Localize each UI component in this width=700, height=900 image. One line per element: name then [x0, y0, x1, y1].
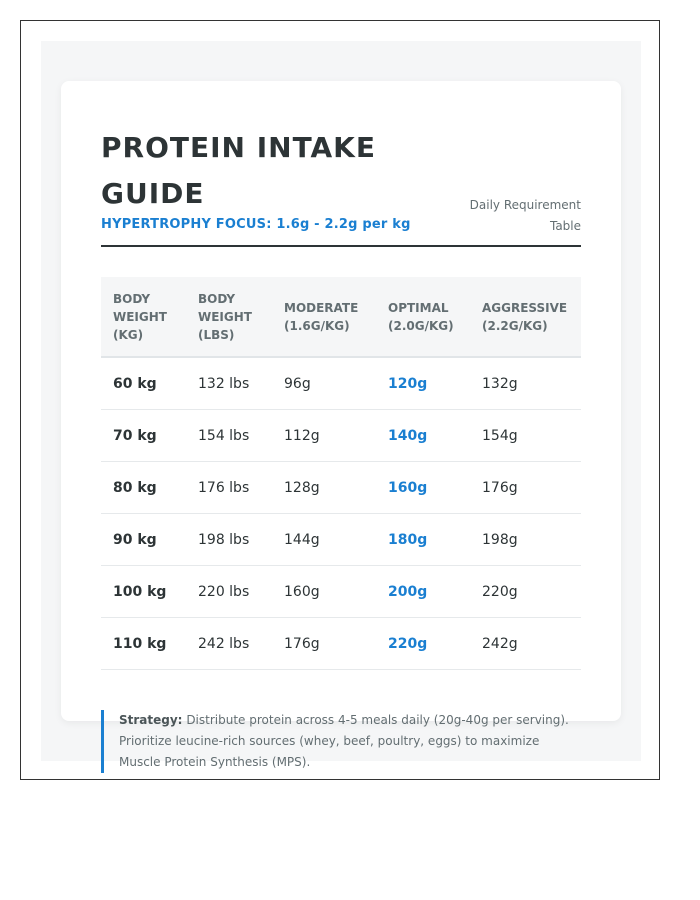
- document-frame: [20, 20, 660, 780]
- table-row: [101, 462, 581, 514]
- cell-optimal: 120g: [376, 357, 470, 410]
- column-header-optimal: OPTIMAL (2.0G/KG): [376, 277, 470, 357]
- table-row: [101, 357, 581, 410]
- strategy-text: Distribute protein across 4-5 meals daily (20g-40g per serving). Prioritize leucine-rich sources (whey, beef, poultry, eggs) to maximize Muscle Protein Synthesis (MPS).: [119, 713, 569, 769]
- cell-aggressive: 176g: [470, 462, 581, 514]
- table-row: [101, 566, 581, 618]
- cell-aggressive: 242g: [470, 618, 581, 670]
- protein-table: [101, 277, 581, 670]
- cell-optimal: 160g: [376, 462, 470, 514]
- cell-weight-lbs: 176 lbs: [186, 462, 272, 514]
- cell-weight-kg: 90 kg: [101, 514, 186, 566]
- table-row: [101, 618, 581, 670]
- cell-moderate: 160g: [272, 566, 376, 618]
- cell-weight-kg: 60 kg: [101, 357, 186, 410]
- cell-moderate: 176g: [272, 618, 376, 670]
- cell-weight-lbs: 198 lbs: [186, 514, 272, 566]
- table-header: [101, 277, 581, 357]
- cell-optimal: 180g: [376, 514, 470, 566]
- table-header-row: [101, 277, 581, 357]
- column-header-moderate: MODERATE (1.6G/KG): [272, 277, 376, 357]
- cell-weight-lbs: 220 lbs: [186, 566, 272, 618]
- cell-aggressive: 220g: [470, 566, 581, 618]
- cell-aggressive: 154g: [470, 410, 581, 462]
- cell-optimal: 140g: [376, 410, 470, 462]
- table-body: [101, 357, 581, 670]
- cell-weight-lbs: 154 lbs: [186, 410, 272, 462]
- cell-weight-lbs: 132 lbs: [186, 357, 272, 410]
- page-background: [41, 41, 641, 761]
- cell-moderate: 96g: [272, 357, 376, 410]
- cell-aggressive: 198g: [470, 514, 581, 566]
- column-header-aggressive: AGGRESSIVE (2.2G/KG): [470, 277, 581, 357]
- cell-weight-kg: 110 kg: [101, 618, 186, 670]
- focus-subtitle: HYPERTROPHY FOCUS: 1.6g - 2.2g per kg: [101, 217, 411, 232]
- strategy-note: [101, 710, 579, 773]
- guide-card: [61, 81, 621, 721]
- cell-optimal: 220g: [376, 618, 470, 670]
- cell-moderate: 112g: [272, 410, 376, 462]
- guide-header: [101, 121, 581, 247]
- cell-weight-kg: 70 kg: [101, 410, 186, 462]
- table-row: [101, 410, 581, 462]
- column-header-weight-lbs: BODY WEIGHT (LBS): [186, 277, 272, 357]
- cell-aggressive: 132g: [470, 357, 581, 410]
- table-meta-label: Daily Requirement Table: [469, 198, 581, 233]
- strategy-label: Strategy:: [119, 713, 183, 727]
- cell-weight-kg: 100 kg: [101, 566, 186, 618]
- cell-moderate: 128g: [272, 462, 376, 514]
- cell-moderate: 144g: [272, 514, 376, 566]
- cell-weight-lbs: 242 lbs: [186, 618, 272, 670]
- cell-weight-kg: 80 kg: [101, 462, 186, 514]
- page-title: PROTEIN INTAKE GUIDE: [101, 131, 376, 210]
- column-header-weight-kg: BODY WEIGHT (KG): [101, 277, 186, 357]
- table-row: [101, 514, 581, 566]
- cell-optimal: 200g: [376, 566, 470, 618]
